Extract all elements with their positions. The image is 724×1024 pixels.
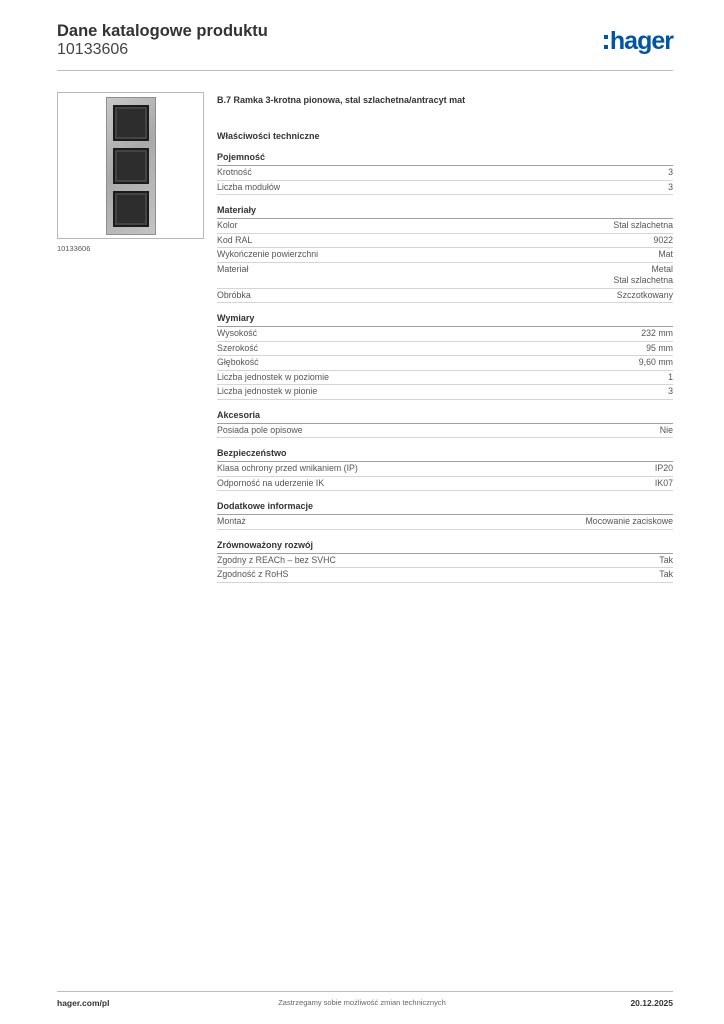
spec-group-title: Akcesoria <box>217 409 673 424</box>
spec-label: Szerokość <box>217 342 259 353</box>
spec-value <box>668 167 673 179</box>
hager-logo <box>604 28 673 54</box>
spec-value-line: Mat <box>658 249 673 259</box>
spec-value <box>659 555 673 567</box>
spec-value <box>660 425 673 437</box>
spec-row <box>217 263 673 289</box>
spec-value <box>658 249 673 261</box>
spec-group <box>217 447 673 491</box>
spec-label: Odporność na uderzenie IK <box>217 477 325 488</box>
spec-label: Kod RAL <box>217 234 253 245</box>
spec-row <box>217 385 673 400</box>
spec-value-line: 95 mm <box>646 342 673 353</box>
spec-group <box>217 409 673 439</box>
spec-label: Wysokość <box>217 328 258 338</box>
spec-value-line: 3 <box>668 181 673 192</box>
spec-row <box>217 515 673 530</box>
spec-value <box>585 516 673 528</box>
spec-value-line: Mocowanie zaciskowe <box>585 516 673 526</box>
spec-group-title: Bezpieczeństwo <box>217 447 673 462</box>
spec-label: Montaż <box>217 516 246 526</box>
spec-label: Posiada pole opisowe <box>217 424 303 435</box>
spec-group <box>217 312 673 400</box>
spec-row <box>217 371 673 386</box>
spec-value <box>655 478 673 490</box>
document-number: 10133606 <box>57 41 129 58</box>
spec-label: Zgodność z RoHS <box>217 569 289 579</box>
spec-value-line: Nie <box>659 424 673 435</box>
footer-disclaimer: Zastrzegamy sobie możliwość zmian technicznych <box>278 998 446 1007</box>
spec-value <box>655 463 673 475</box>
spec-value-line: 3 <box>668 386 673 396</box>
frame-opening <box>113 148 149 184</box>
frame-opening <box>113 105 149 141</box>
section-title: Właściwości techniczne <box>217 131 320 141</box>
spec-group-title: Dodatkowe informacje <box>217 500 673 515</box>
spec-row <box>217 166 673 181</box>
product-image <box>57 92 204 239</box>
spec-value <box>646 343 673 355</box>
spec-label: Klasa ochrony przed wnikaniem (IP) <box>217 463 358 473</box>
header-divider <box>57 70 673 71</box>
spec-label: Kolor <box>217 220 238 230</box>
hager-logo-icon <box>604 35 608 49</box>
page-header <box>57 22 673 68</box>
spec-label: Materiał <box>217 263 249 274</box>
spec-value-line: IK07 <box>654 477 673 488</box>
spec-value-line: 232 mm <box>641 328 673 338</box>
product-image-caption: 10133606 <box>57 244 91 253</box>
spec-row <box>217 219 673 234</box>
spec-group-title: Wymiary <box>217 312 673 327</box>
document-title: Dane katalogowe produktu <box>57 22 268 40</box>
spec-label: Zgodny z REACh – bez SVHC <box>217 554 336 565</box>
spec-row <box>217 568 673 583</box>
spec-value-line: Stal szlachetna <box>613 220 673 230</box>
spec-group <box>217 539 673 583</box>
spec-value <box>668 386 673 398</box>
spec-group-title: Pojemność <box>217 151 673 166</box>
spec-label: Obróbka <box>217 289 251 300</box>
spec-value <box>668 182 673 194</box>
spec-label: Głębokość <box>217 357 259 367</box>
product-name: B.7 Ramka 3-krotna pionowa, stal szlachetna/antracyt mat <box>217 95 466 105</box>
spec-group-title: Materiały <box>217 204 673 219</box>
spec-value <box>617 290 673 302</box>
spec-group-title: Zrównoważony rozwój <box>217 539 673 554</box>
spec-label: Liczba jednostek w poziomie <box>217 371 329 382</box>
frame-opening <box>113 191 149 227</box>
spec-value-line: Tak <box>659 569 673 579</box>
spec-value <box>653 235 673 247</box>
spec-group <box>217 204 673 303</box>
spec-row <box>217 554 673 569</box>
spec-value-line: Szczotkowany <box>616 289 673 300</box>
spec-value-line: IP20 <box>654 463 673 473</box>
spec-groups <box>217 151 673 583</box>
spec-value-line: 9022 <box>653 234 673 245</box>
spec-value-line: Tak <box>659 554 673 565</box>
spec-value <box>668 372 673 384</box>
spec-value-line: Metal <box>651 263 673 274</box>
spec-label: Krotność <box>217 167 252 177</box>
spec-value <box>639 357 673 369</box>
spec-row <box>217 424 673 439</box>
spec-row <box>217 342 673 357</box>
spec-row <box>217 289 673 304</box>
spec-value-line: 1 <box>668 371 673 382</box>
spec-row <box>217 356 673 371</box>
spec-row <box>217 462 673 477</box>
spec-label: Wykończenie powierzchni <box>217 249 319 259</box>
spec-row <box>217 248 673 263</box>
spec-row <box>217 181 673 196</box>
spec-value-line: Stal szlachetna <box>613 275 673 285</box>
spec-value <box>641 328 673 340</box>
triple-frame-image <box>106 97 156 235</box>
spec-value-line: 3 <box>668 167 673 177</box>
spec-row <box>217 477 673 492</box>
spec-group <box>217 500 673 530</box>
product-details <box>217 94 673 583</box>
footer-date: 20.12.2025 <box>630 998 673 1008</box>
spec-row <box>217 234 673 249</box>
spec-label: Liczba modułów <box>217 181 281 192</box>
footer-website[interactable]: hager.com/pl <box>57 998 110 1008</box>
footer-divider <box>57 991 673 992</box>
spec-value <box>613 220 673 232</box>
spec-value-line: 9,60 mm <box>638 357 673 367</box>
spec-row <box>217 327 673 342</box>
spec-value <box>613 264 673 287</box>
spec-value <box>659 569 673 581</box>
spec-label: Liczba jednostek w pionie <box>217 386 318 396</box>
spec-group <box>217 151 673 195</box>
logo-text: hager <box>609 27 673 55</box>
